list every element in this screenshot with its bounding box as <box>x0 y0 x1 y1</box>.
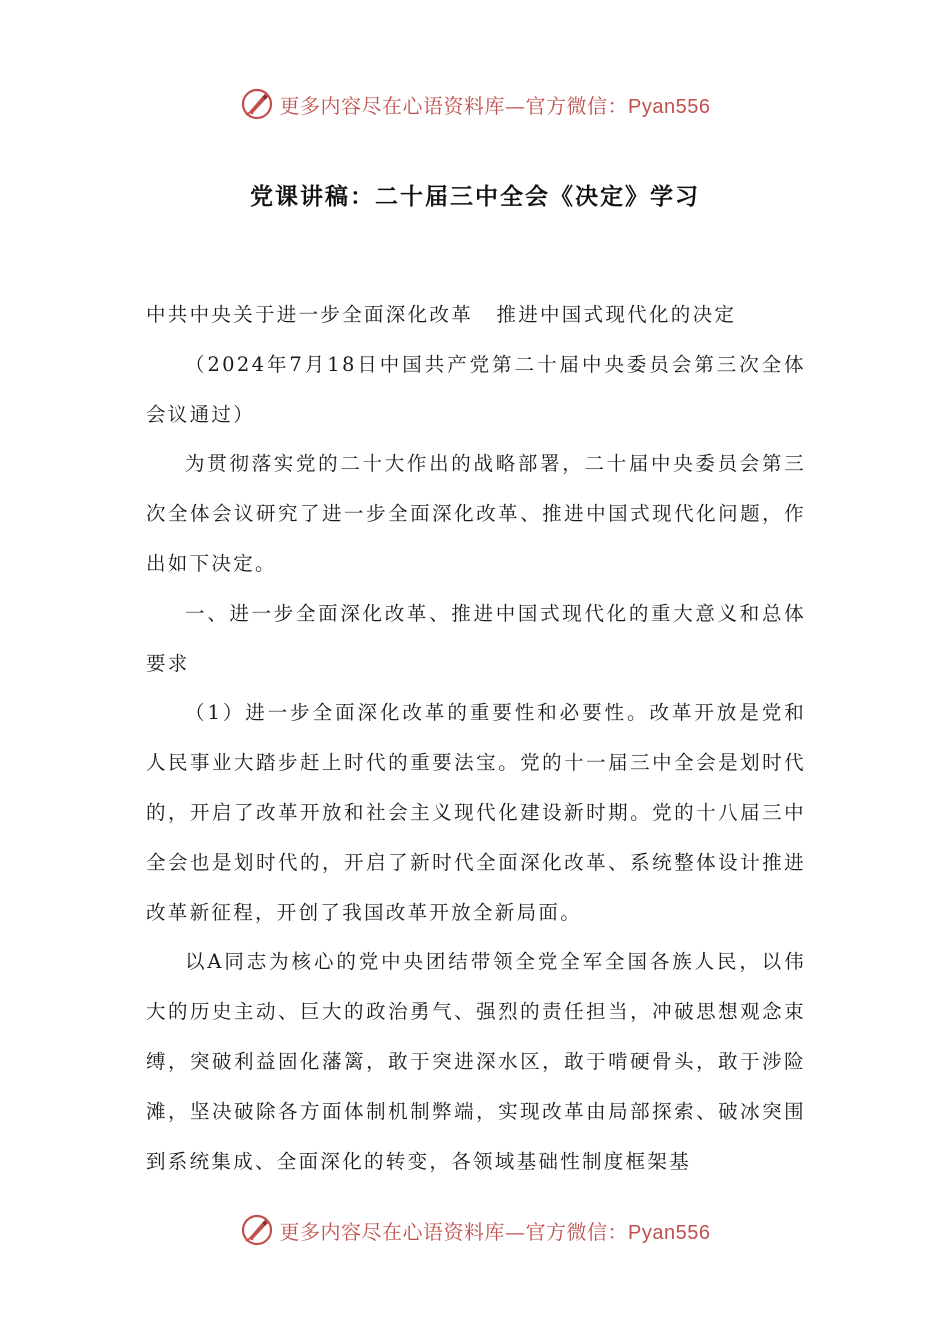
footer-watermark-banner <box>0 1210 950 1250</box>
adoption-note: （2024年7月18日中国共产党第二十届中央委员会第三次全体会议通过） <box>146 352 806 426</box>
banner-text: 更多内容尽在心语资料库—官方微信：Pyan556 <box>279 1219 711 1244</box>
banner-text: 更多内容尽在心语资料库—官方微信：Pyan556 <box>279 93 711 118</box>
section-heading: 一、进一步全面深化改革、推进中国式现代化的重大意义和总体要求 <box>146 601 806 675</box>
pen-circle-logo-icon <box>240 1213 274 1247</box>
subheading-part-1: 中共中央关于进一步全面深化改革 <box>146 303 474 326</box>
paragraph: 以A同志为核心的党中央团结带领全党全军全国各族人民，以伟大的历史主动、巨大的政治勇气、强烈的责任担当，冲破思想观念束缚，突破利益固化藩篱，敢于突进深水区，敢于啃硬骨头，敢于涉险滩，坚决破除各方面体制机制弊端，实现改革由局部探索、破冰突围到系统集成、全面深化的转变，各领域基础性制度框架基 <box>146 950 806 1173</box>
paragraph: （1）进一步全面深化改革的重要性和必要性。改革开放是党和人民事业大踏步赶上时代的重要法宝。党的十一届三中全会是划时代的，开启了改革开放和社会主义现代化建设新时期。党的十八届三中全会也是划时代的，开启了新时代全面深化改革、系统整体设计推进改革新征程，开创了我国改革开放全新局面。 <box>146 701 806 924</box>
document-body <box>146 290 806 1186</box>
wechat-id: Pyan556 <box>628 1221 711 1244</box>
header-watermark-banner <box>0 84 950 124</box>
pen-circle-logo-icon <box>240 87 274 121</box>
document-title: 党课讲稿：二十届三中全会《决定》学习 <box>250 184 700 210</box>
subheading-part-2: 推进中国式现代化的决定 <box>496 303 737 326</box>
wechat-id: Pyan556 <box>628 95 711 118</box>
paragraph: 为贯彻落实党的二十大作出的战略部署，二十届中央委员会第三次全体会议研究了进一步全面深化改革、推进中国式现代化问题，作出如下决定。 <box>146 452 806 575</box>
document-subheading <box>146 290 806 340</box>
